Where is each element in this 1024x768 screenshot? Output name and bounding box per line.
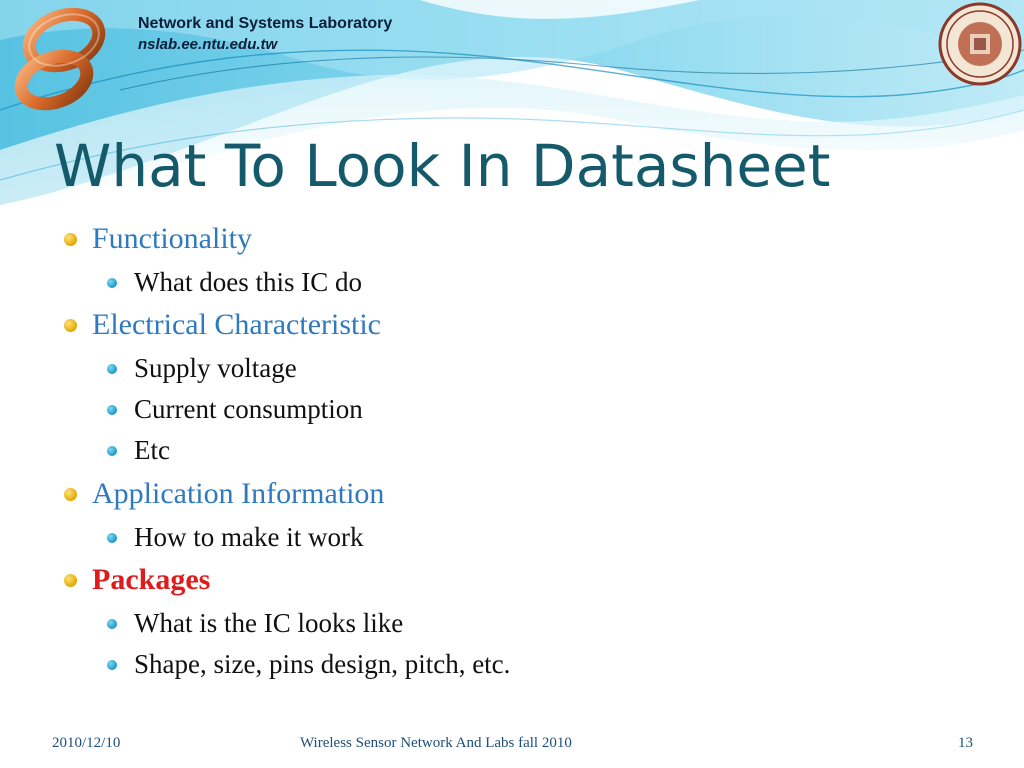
sub-bullet-icon bbox=[107, 278, 117, 288]
footer-course-title: Wireless Sensor Network And Labs fall 2010 bbox=[300, 735, 572, 751]
sub-bullet-icon bbox=[107, 446, 117, 456]
footer-date: 2010/12/10 bbox=[52, 735, 121, 751]
bullet-application-information: Application Information bbox=[92, 477, 385, 510]
sub-bullet-item: How to make it work bbox=[134, 522, 364, 552]
bullet-icon bbox=[64, 488, 77, 501]
sub-bullet-icon bbox=[107, 533, 117, 543]
bullet-packages: Packages bbox=[92, 563, 211, 596]
sub-bullet-item: What does this IC do bbox=[134, 267, 362, 297]
bullet-electrical-characteristic: Electrical Characteristic bbox=[92, 308, 381, 341]
sub-bullet-item: Supply voltage bbox=[134, 353, 297, 383]
nslab-logo-icon bbox=[8, 6, 116, 114]
footer-page-number: 13 bbox=[958, 735, 973, 751]
sub-bullet-icon bbox=[107, 405, 117, 415]
sub-bullet-icon bbox=[107, 364, 117, 374]
bullet-icon bbox=[64, 319, 77, 332]
sub-bullet-item: Etc bbox=[134, 435, 170, 465]
sub-bullet-item: Current consumption bbox=[134, 394, 363, 424]
lab-name: Network and Systems Laboratory bbox=[138, 15, 393, 32]
sub-bullet-item: What is the IC looks like bbox=[134, 608, 404, 638]
sub-bullet-icon bbox=[107, 619, 117, 629]
sub-bullet-icon bbox=[107, 660, 117, 670]
bullet-icon bbox=[64, 574, 77, 587]
lab-url: nslab.ee.ntu.edu.tw bbox=[138, 36, 278, 53]
bullet-icon bbox=[64, 233, 77, 246]
slide-title: What To Look In Datasheet bbox=[54, 132, 831, 200]
bullet-functionality: Functionality bbox=[92, 222, 252, 255]
sub-bullet-item: Shape, size, pins design, pitch, etc. bbox=[134, 649, 511, 679]
university-seal-icon bbox=[938, 2, 1022, 86]
